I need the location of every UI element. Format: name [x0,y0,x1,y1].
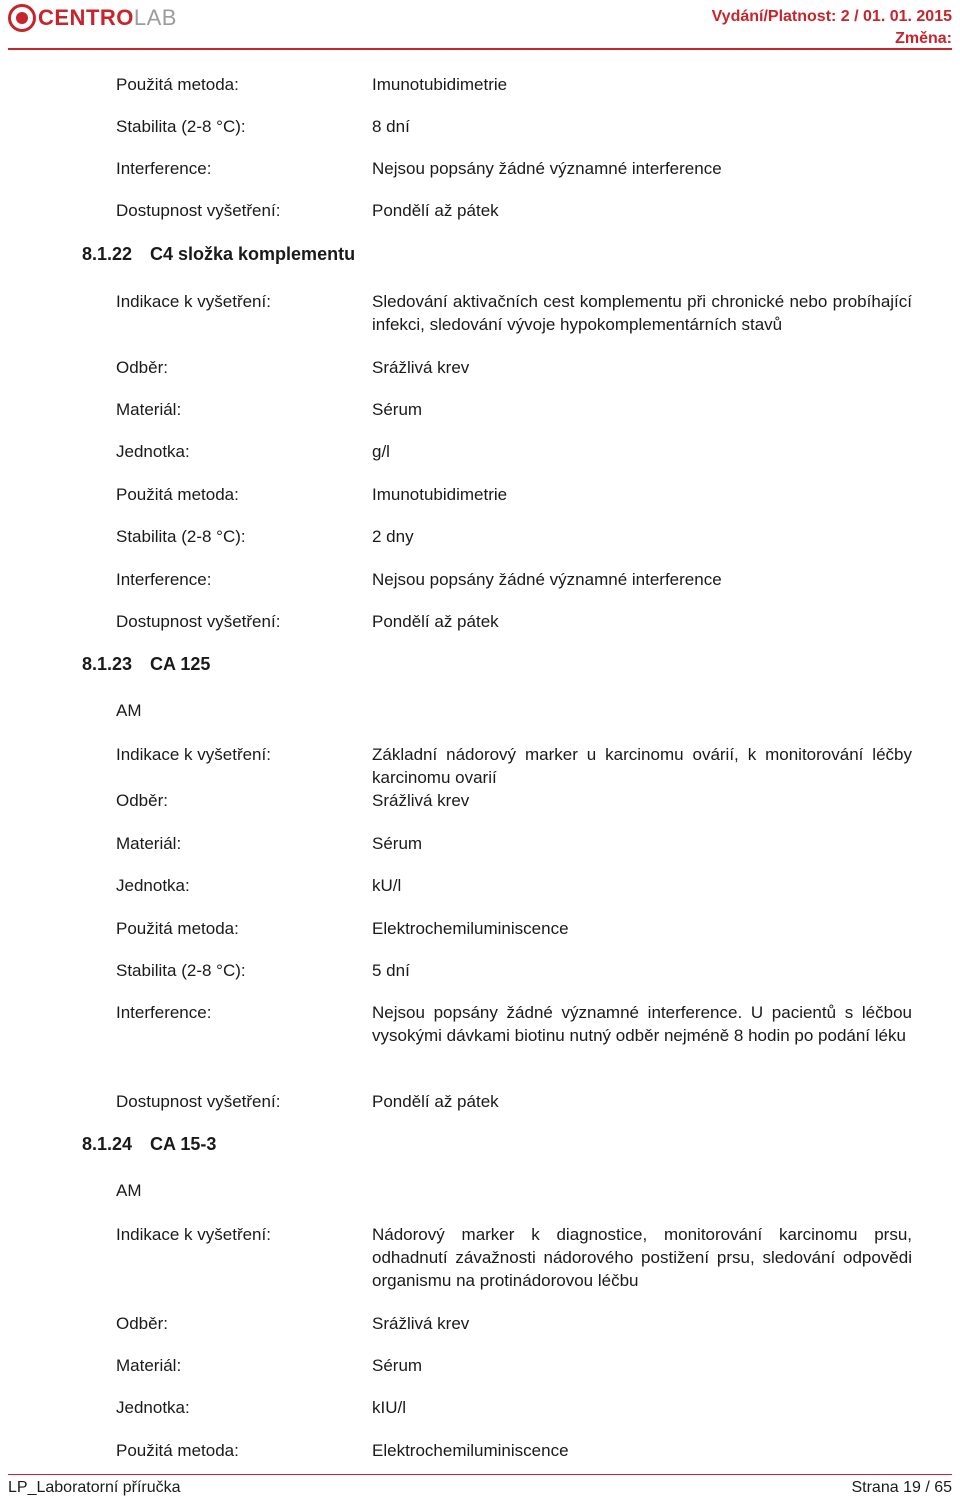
logo-text-lab: LAB [133,5,177,30]
field-label: Interference: [116,1003,212,1022]
field-label: Použitá metoda: [116,75,239,94]
centrolab-logo [8,4,177,32]
section-am-label: AM [116,701,142,720]
field-label: Jednotka: [116,1398,190,1417]
section-number: 8.1.24 [82,1134,133,1154]
logo-circle-icon [8,4,36,32]
field-value: Sérum [372,1356,423,1375]
footer-document-name: LP_Laboratorní příručka [8,1479,181,1496]
field-value: Srážlivá krev [372,791,470,810]
field-label: Dostupnost vyšetření: [116,612,281,631]
section-heading [82,1134,216,1155]
section-title: CA 125 [150,654,211,674]
page-header [0,0,960,50]
field-label: Stabilita (2-8 °C): [116,527,246,546]
field-label: Dostupnost vyšetření: [116,201,281,220]
field-value: g/l [372,442,390,461]
field-label: Odběr: [116,1314,168,1333]
section-number: 8.1.22 [82,244,133,264]
field-label: Materiál: [116,834,182,853]
field-value: Pondělí až pátek [372,612,499,631]
section-number: 8.1.23 [82,654,133,674]
section-heading [82,654,210,675]
section-title: CA 15-3 [150,1134,217,1154]
field-label: Odběr: [116,358,168,377]
field-label: Jednotka: [116,442,190,461]
field-label: Jednotka: [116,876,190,895]
field-value: Sledování aktivačních cest komplementu při chronické nebo probíhající infekci, sledování vývoje hypokomplementárních stavů [372,292,912,334]
field-label: Materiál: [116,400,182,419]
field-value: Základní nádorový marker u karcinomu ovárií, k monitorování léčby karcinomu ovarií [372,745,912,787]
field-value: Nejsou popsány žádné významné interference. U pacientů s léčbou vysokými dávkami biotinu nutný odběr nejméně 8 hodin po podání léku [372,1003,912,1045]
field-value: Sérum [372,834,423,853]
field-label: Dostupnost vyšetření: [116,1092,281,1111]
field-value: Srážlivá krev [372,358,470,377]
field-value: Imunotubidimetrie [372,485,508,504]
section-title: C4 složka komplementu [150,244,356,264]
field-value: Nádorový marker k diagnostice, monitorování karcinomu prsu, odhadnutí závažnosti nádorového postižení prsu, sledování odpovědi organismu na protinádorovou léčbu [372,1225,912,1290]
field-label: Odběr: [116,791,168,810]
field-value: kIU/l [372,1398,406,1417]
field-label: Použitá metoda: [116,485,239,504]
logo-wordmark [38,4,177,32]
field-label: Použitá metoda: [116,1441,239,1460]
header-divider [8,48,952,50]
logo-text-centro: CENTRO [38,5,134,30]
field-value: Nejsou popsány žádné významné interference [372,570,722,589]
field-value: Srážlivá krev [372,1314,470,1333]
field-label: Použitá metoda: [116,919,239,938]
field-label: Materiál: [116,1356,182,1375]
change-line: Změna: [895,30,952,47]
footer-page-number: Strana 19 / 65 [851,1479,952,1496]
field-value: 5 dní [372,961,410,980]
field-value: Imunotubidimetrie [372,75,508,94]
field-label: Interference: [116,570,212,589]
field-value: Sérum [372,400,423,419]
field-label: Indikace k vyšetření: [116,1225,271,1244]
page-footer [8,1474,952,1496]
field-value: 2 dny [372,527,414,546]
field-value: Elektrochemiluminiscence [372,1441,569,1460]
version-line: Vydání/Platnost: 2 / 01. 01. 2015 [711,8,952,25]
field-label: Stabilita (2-8 °C): [116,117,246,136]
section-heading [82,244,355,265]
field-value: 8 dní [372,117,410,136]
field-value: Pondělí až pátek [372,1092,499,1111]
field-label: Indikace k vyšetření: [116,745,271,764]
field-value: Nejsou popsány žádné významné interference [372,159,722,178]
section-am-label: AM [116,1181,142,1200]
field-value: Elektrochemiluminiscence [372,919,569,938]
version-info [712,6,952,50]
field-label: Interference: [116,159,212,178]
field-label: Stabilita (2-8 °C): [116,961,246,980]
field-value: kU/l [372,876,402,895]
field-value: Pondělí až pátek [372,201,499,220]
field-label: Indikace k vyšetření: [116,292,271,311]
